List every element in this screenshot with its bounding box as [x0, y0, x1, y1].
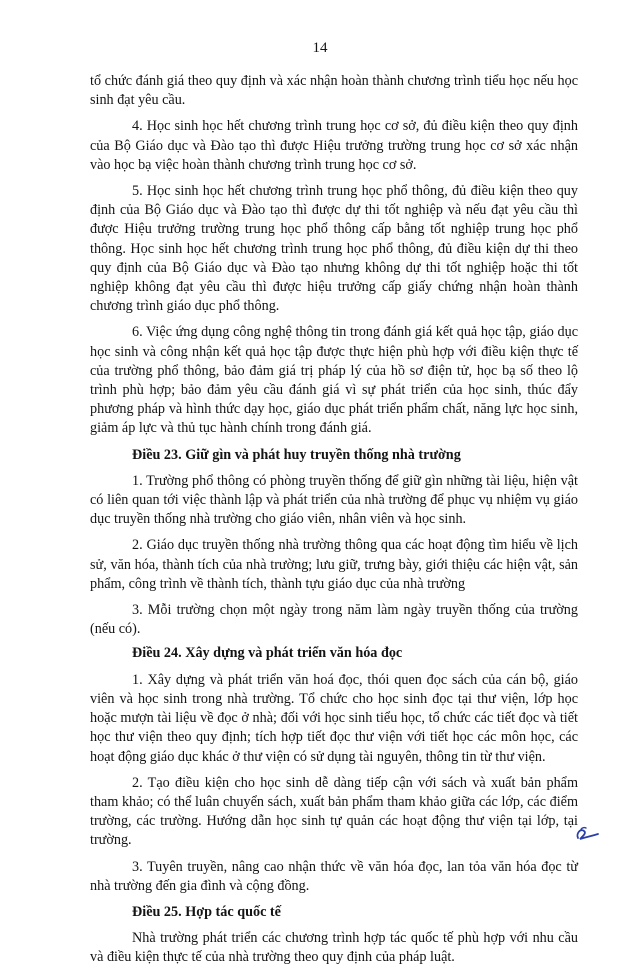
paragraph-4: 4. Học sinh học hết chương trình trung học cơ sở, đủ điều kiện theo quy định của Bộ Giáo dục và Đào tạo thì được Hiệu trưởng trường trung học cơ sở xác nhận vào học bạ việc hoàn thành chương trình trung học cơ sở. — [90, 118, 578, 173]
article-25-heading: Điều 25. Hợp tác quốc tế — [132, 903, 281, 920]
article-24-heading: Điều 24. Xây dựng và phát triển văn hóa đọc — [132, 645, 403, 662]
article-23-heading: Điều 23. Giữ gìn và phát huy truyền thống nhà trường — [132, 446, 461, 463]
article-24-item-1: 1. Xây dựng và phát triển văn hoá đọc, thói quen đọc sách của cán bộ, giáo viên và học sinh trong nhà trường. Tổ chức cho học sinh đọc tại thư viện, lớp học hoặc mượn tài liệu về đọc ở nhà; đối với học sinh tiểu học, tổ chức các tiết đọc và tiết học thư viện theo quy định; tích hợp tiết đọc thư viện với tiết học các môn học, các hoạt động giáo dục khác ở thư viện có sử dụng tài nguyên, thông tin từ thư viện. — [90, 671, 578, 765]
continued-paragraph: tổ chức đánh giá theo quy định và xác nhận hoàn thành chương trình tiểu học nếu học sinh đạt yêu cầu. — [90, 73, 578, 109]
paragraph-6: 6. Việc ứng dụng công nghệ thông tin trong đánh giá kết quả học tập, giáo dục học sinh và công nhận kết quả học tập được thực hiện phù hợp với điều kiện thực tế của trường phổ thông, bảo đảm giá trị pháp lý của hồ sơ điện tử, học bạ số theo lộ trình phù hợp; bảo đảm yêu cầu đánh giá vì sự phát triển của học sinh, thúc đẩy phương pháp và hình thức dạy học, giáo dục phát triển phẩm chất, năng lực học sinh, giảm áp lực và thủ tục hành chính trong đánh giá. — [90, 324, 578, 437]
page-number: 14 — [312, 40, 328, 56]
article-24-item-3: 3. Tuyên truyền, nâng cao nhận thức về văn hóa đọc, lan tỏa văn hóa đọc từ nhà trường đến gia đình và cộng đồng. — [90, 858, 578, 894]
article-23-item-2: 2. Giáo dục truyền thống nhà trường thông qua các hoạt động tìm hiểu về lịch sử, văn hóa, thành tích của nhà trường; lưu giữ, trưng bày, giới thiệu các hiện vật, sản phẩm, công trình về thành tích, thành tựu giáo dục của nhà trường — [90, 537, 578, 592]
article-25-item-1: Nhà trường phát triển các chương trình hợp tác quốc tế phù hợp với nhu cầu và điều kiện thực tế của nhà trường theo quy định của pháp luật. — [90, 930, 578, 966]
paragraph-5: 5. Học sinh học hết chương trình trung học phổ thông, đủ điều kiện theo quy định của Bộ Giáo dục và Đào tạo thì được dự thi tốt nghiệp và nếu đạt yêu cầu thì được Hiệu trưởng trường trung học phổ thông cấp bằng tốt nghiệp trung học phổ thông. Học sinh học hết chương trình trung học phổ thông, đủ điều kiện dự thi theo quy định của Bộ Giáo dục và Đào tạo nhưng không dự thi tốt nghiệp hoặc thi tốt nghiệp không đạt yêu cầu thì được hiệu trưởng cấp giấy chứng nhận hoàn thành chương trình giáo dục phổ thông. — [90, 183, 578, 315]
document-body — [90, 72, 578, 975]
article-23-item-3: 3. Mỗi trường chọn một ngày trong năm làm ngày truyền thống của trường (nếu có). — [90, 602, 578, 638]
handwritten-initial-icon — [572, 822, 602, 844]
article-24-item-2: 2. Tạo điều kiện cho học sinh dễ dàng tiếp cận với sách và xuất bản phẩm tham khảo; có thể luân chuyển sách, xuất bản phẩm tham khảo giữa các lớp, các điểm trường, các trường. Hướng dẫn học sinh tự quản các hoạt động thư viện tại lớp, tại trường. — [90, 774, 578, 849]
article-23-item-1: 1. Trường phổ thông có phòng truyền thống để giữ gìn những tài liệu, hiện vật có liên quan tới việc thành lập và phát triển của nhà trường để phục vụ nhiệm vụ giáo dục truyền thống nhà trường cho giáo viên, nhân viên và học sinh. — [90, 472, 578, 528]
